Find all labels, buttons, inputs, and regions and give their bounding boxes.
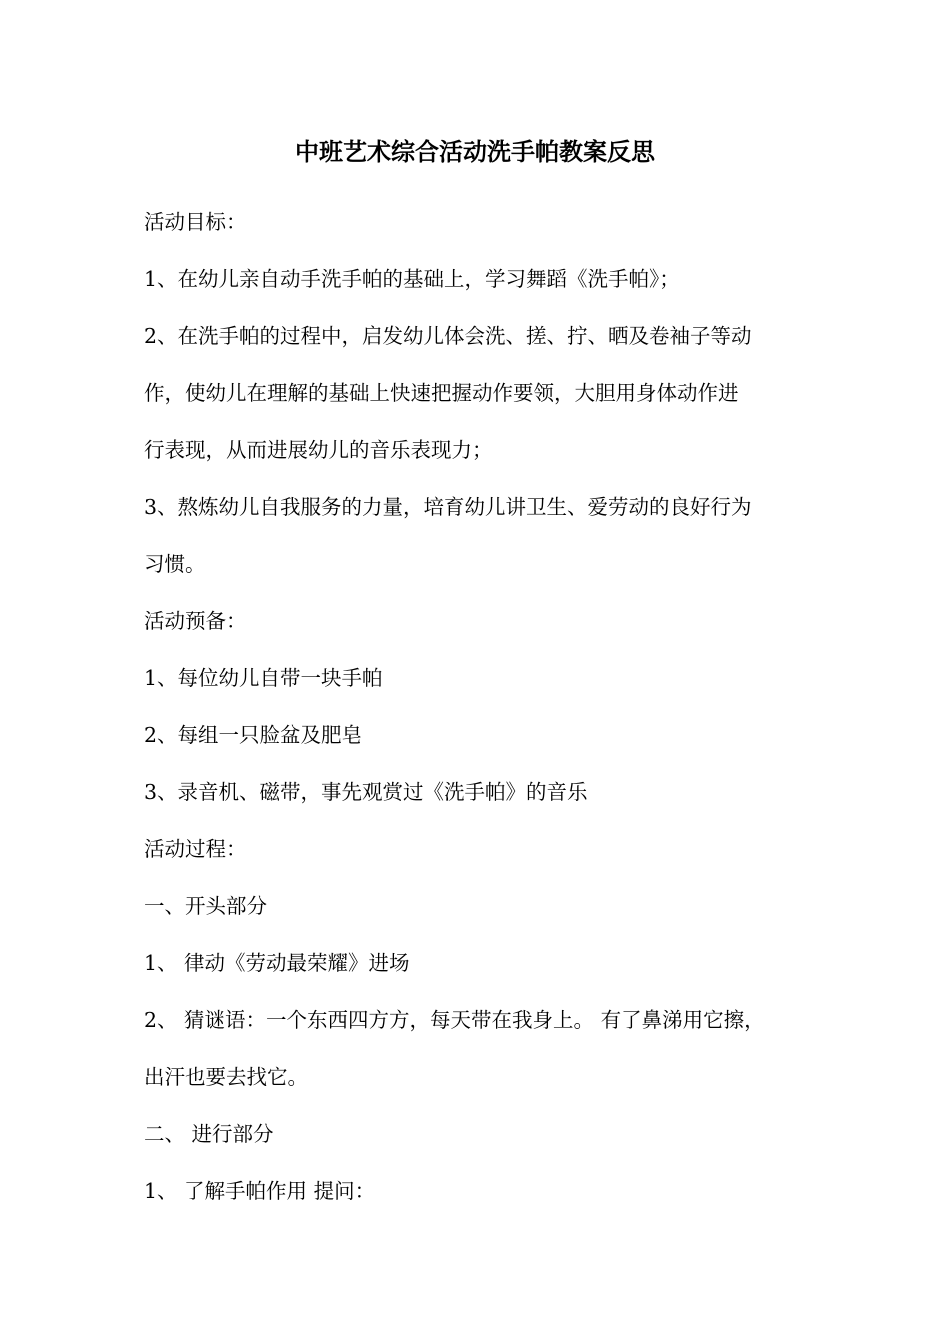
text-line: 一、开头部分	[144, 894, 267, 918]
text-line: 习惯。	[144, 552, 206, 576]
section-heading: 活动过程：	[144, 837, 247, 861]
text-line: 2、在洗手帕的过程中，启发幼儿体会洗、搓、拧、晒及卷袖子等动	[144, 324, 752, 348]
text-line: 3、熬炼幼儿自我服务的力量，培育幼儿讲卫生、爱劳动的良好行为	[144, 495, 752, 519]
text-line: 二、 进行部分	[144, 1122, 274, 1146]
text-line: 1、 律动《劳动最荣耀》进场	[144, 951, 410, 975]
text-line: 活动目标：	[144, 210, 247, 234]
text-line: 作，使幼儿在理解的基础上快速把握动作要领，大胆用身体动作进	[144, 381, 739, 405]
text-line: 1、在幼儿亲自动手洗手帕的基础上，学习舞蹈《洗手帕》；	[144, 267, 680, 291]
text-line: 2、 猜谜语：一个东西四方方，每天带在我身上。 有了鼻涕用它擦，	[144, 1008, 765, 1032]
text-line: 3、录音机、磁带，事先观赏过《洗手帕》的音乐	[144, 780, 588, 804]
text-line: 行表现，从而进展幼儿的音乐表现力；	[144, 438, 493, 462]
text-line: 出汗也要去找它。	[144, 1065, 308, 1089]
text-line: 1、 了解手帕作用 提问：	[144, 1179, 376, 1203]
text-line: 1、每位幼儿自带一块手帕	[144, 666, 383, 690]
section-heading: 活动预备：	[144, 609, 247, 633]
text-line: 2、每组一只脸盆及肥皂	[144, 723, 363, 747]
document-title: 中班艺术综合活动洗手帕教案反思	[295, 138, 655, 166]
